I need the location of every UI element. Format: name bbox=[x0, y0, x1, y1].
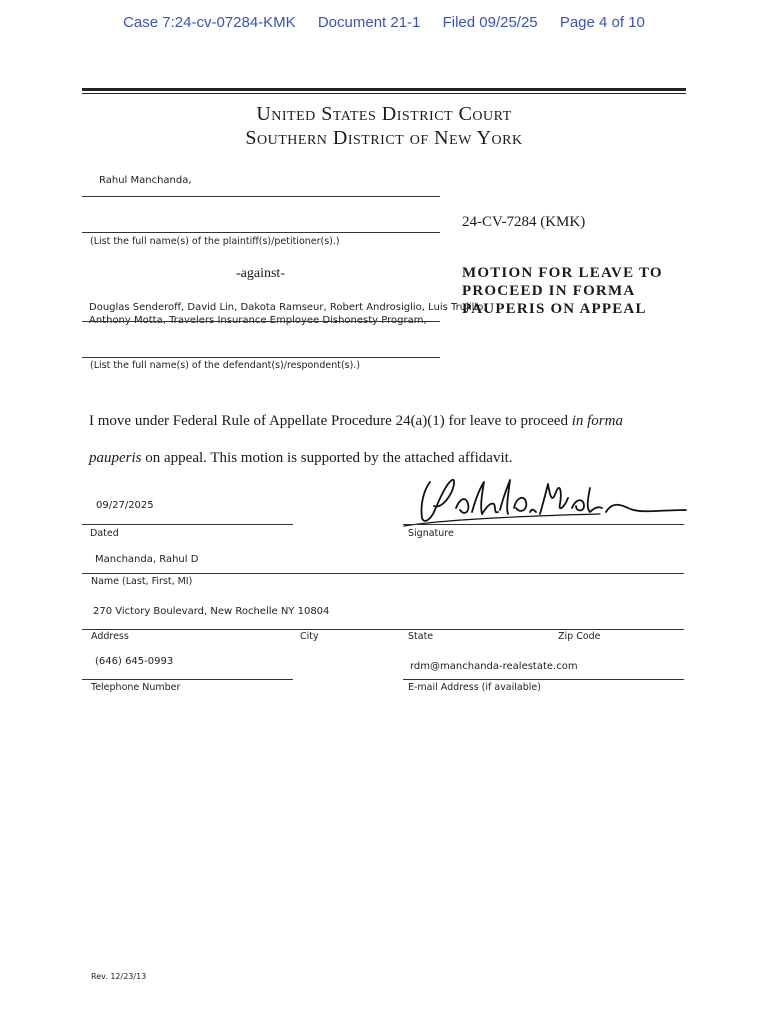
top-double-rule bbox=[82, 88, 686, 91]
motion-title bbox=[462, 264, 663, 318]
motion-title-line-2: PROCEED IN FORMA bbox=[462, 283, 636, 299]
state-label: State bbox=[408, 631, 434, 642]
document-number-header: Document 21-1 bbox=[317, 14, 421, 31]
date-line bbox=[82, 524, 293, 525]
motion-body bbox=[89, 403, 689, 477]
plaintiff-line-1 bbox=[82, 196, 440, 197]
zip-label: Zip Code bbox=[558, 631, 601, 642]
ecf-header bbox=[0, 14, 768, 31]
name-label: Name (Last, First, MI) bbox=[91, 576, 193, 587]
body-italic-2: pauperis bbox=[89, 450, 142, 466]
defendant-line-1 bbox=[82, 321, 440, 322]
top-double-rule-thin bbox=[82, 93, 686, 94]
body-italic-1: in forma bbox=[571, 413, 623, 429]
name-value: Manchanda, Rahul D bbox=[95, 554, 199, 565]
phone-value: (646) 645-0993 bbox=[95, 656, 174, 667]
motion-title-line-3: PAUPERIS ON APPEAL bbox=[462, 301, 647, 317]
body-text-1: I move under Federal Rule of Appellate Procedure 24(a)(1) for leave to proceed bbox=[89, 413, 572, 429]
email-label: E-mail Address (if available) bbox=[408, 682, 541, 693]
against-label: -against- bbox=[236, 266, 285, 281]
address-line bbox=[82, 629, 684, 630]
defendant-line-2 bbox=[82, 357, 440, 358]
signature-label: Signature bbox=[408, 528, 454, 539]
plaintiff-line-2 bbox=[82, 232, 440, 233]
date-label: Dated bbox=[90, 528, 119, 539]
court-name: United States District Court bbox=[256, 103, 512, 125]
phone-label: Telephone Number bbox=[91, 682, 181, 693]
signature-line bbox=[403, 524, 684, 525]
plaintiff-instructions: (List the full name(s) of the plaintiff(s)/petitioner(s).) bbox=[90, 236, 340, 247]
date-value: 09/27/2025 bbox=[96, 500, 154, 511]
revision-note: Rev. 12/23/13 bbox=[91, 972, 147, 981]
case-number: 24-CV-7284 (KMK) bbox=[462, 214, 586, 230]
plaintiff-name: Rahul Manchanda, bbox=[99, 175, 192, 186]
city-label: City bbox=[300, 631, 319, 642]
address-label: Address bbox=[91, 631, 129, 642]
defendants-line-1: Douglas Senderoff, David Lin, Dakota Ramseur, Robert Androsiglio, Luis Trujillo, bbox=[89, 302, 487, 313]
court-district: Southern District of New York bbox=[245, 127, 523, 149]
body-text-2: on appeal. This motion is supported by the attached affidavit. bbox=[141, 450, 513, 466]
motion-title-line-1: MOTION FOR LEAVE TO bbox=[462, 265, 663, 281]
filed-date-header: Filed 09/25/25 bbox=[442, 14, 538, 31]
defendants-line-2: Anthony Motta, Travelers Insurance Employee Dishonesty Program, bbox=[89, 315, 427, 326]
email-line bbox=[403, 679, 684, 680]
defendant-instructions: (List the full name(s) of the defendant(s)/respondent(s).) bbox=[90, 360, 361, 371]
case-number-header: Case 7:24-cv-07284-KMK bbox=[123, 14, 296, 31]
name-line bbox=[82, 573, 684, 574]
page-indicator-header: Page 4 of 10 bbox=[559, 14, 645, 31]
signature-image bbox=[400, 468, 690, 530]
email-value: rdm@manchanda-realestate.com bbox=[410, 661, 578, 672]
phone-line bbox=[82, 679, 293, 680]
address-value: 270 Victory Boulevard, New Rochelle NY 10804 bbox=[93, 606, 330, 617]
